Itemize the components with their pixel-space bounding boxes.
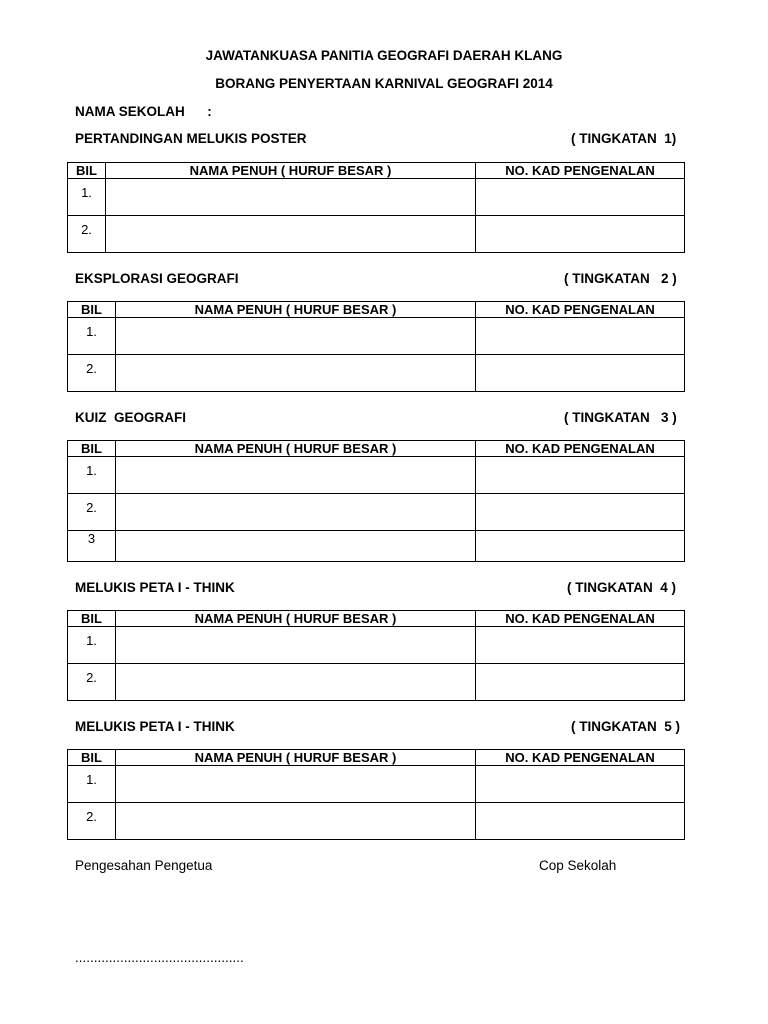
section-level-4: ( TINGKATAN 4 ) (567, 580, 676, 595)
row-number: 3 (68, 531, 116, 562)
principal-endorsement-label: Pengesahan Pengetua (75, 858, 213, 873)
table-row (68, 627, 685, 664)
full-name-cell[interactable] (106, 216, 476, 253)
ic-number-cell[interactable] (476, 494, 685, 531)
table-row (68, 457, 685, 494)
table-row (68, 179, 685, 216)
entry-table-3 (67, 440, 685, 562)
ic-number-cell[interactable] (476, 664, 685, 701)
full-name-cell[interactable] (116, 355, 476, 392)
ic-number-cell[interactable] (476, 531, 685, 562)
col-full-name: NAMA PENUH ( HURUF BESAR ) (116, 611, 476, 627)
form-heading-committee: JAWATANKUASA PANITIA GEOGRAFI DAERAH KLANG (205, 48, 563, 63)
table-row (68, 494, 685, 531)
ic-number-cell[interactable] (476, 318, 685, 355)
ic-number-cell[interactable] (476, 457, 685, 494)
section-title-3: KUIZ GEOGRAFI (75, 410, 186, 425)
col-ic-number: NO. KAD PENGENALAN (476, 302, 685, 318)
full-name-cell[interactable] (116, 664, 476, 701)
form-heading-title: BORANG PENYERTAAN KARNIVAL GEOGRAFI 2014 (215, 76, 553, 91)
table-header-row (68, 750, 685, 766)
full-name-cell[interactable] (116, 494, 476, 531)
col-ic-number: NO. KAD PENGENALAN (476, 163, 685, 179)
col-ic-number: NO. KAD PENGENALAN (476, 611, 685, 627)
col-bil: BIL (68, 163, 106, 179)
full-name-cell[interactable] (116, 627, 476, 664)
table-row (68, 766, 685, 803)
section-title-4: MELUKIS PETA I - THINK (75, 580, 235, 595)
ic-number-cell[interactable] (476, 766, 685, 803)
table-row (68, 318, 685, 355)
col-full-name: NAMA PENUH ( HURUF BESAR ) (116, 302, 476, 318)
section-title-5: MELUKIS PETA I - THINK (75, 719, 235, 734)
entry-table-1 (67, 162, 685, 253)
school-name-label: NAMA SEKOLAH : (75, 104, 212, 119)
row-number: 2. (68, 664, 116, 701)
full-name-cell[interactable] (106, 179, 476, 216)
table-header-row (68, 441, 685, 457)
section-level-2: ( TINGKATAN 2 ) (564, 271, 677, 286)
row-number: 1. (68, 766, 116, 803)
row-number: 2. (68, 494, 116, 531)
col-bil: BIL (68, 441, 116, 457)
table-row (68, 664, 685, 701)
col-bil: BIL (68, 750, 116, 766)
full-name-cell[interactable] (116, 457, 476, 494)
ic-number-cell[interactable] (476, 627, 685, 664)
ic-number-cell[interactable] (476, 355, 685, 392)
table-header-row (68, 163, 685, 179)
col-ic-number: NO. KAD PENGENALAN (476, 750, 685, 766)
full-name-cell[interactable] (116, 531, 476, 562)
section-level-3: ( TINGKATAN 3 ) (564, 410, 677, 425)
row-number: 1. (68, 627, 116, 664)
table-row (68, 355, 685, 392)
col-full-name: NAMA PENUH ( HURUF BESAR ) (116, 441, 476, 457)
signature-line: ............................................. (75, 950, 244, 965)
row-number: 2. (68, 355, 116, 392)
ic-number-cell[interactable] (476, 179, 685, 216)
entry-table-2 (67, 301, 685, 392)
row-number: 2. (68, 216, 106, 253)
entry-table-5 (67, 749, 685, 840)
ic-number-cell[interactable] (476, 803, 685, 840)
school-stamp-label: Cop Sekolah (539, 858, 617, 873)
row-number: 1. (68, 457, 116, 494)
col-ic-number: NO. KAD PENGENALAN (476, 441, 685, 457)
ic-number-cell[interactable] (476, 216, 685, 253)
table-row (68, 531, 685, 562)
section-title-1: PERTANDINGAN MELUKIS POSTER (75, 131, 307, 146)
col-full-name: NAMA PENUH ( HURUF BESAR ) (106, 163, 476, 179)
section-level-5: ( TINGKATAN 5 ) (571, 719, 680, 734)
table-row (68, 216, 685, 253)
full-name-cell[interactable] (116, 318, 476, 355)
table-header-row (68, 302, 685, 318)
col-bil: BIL (68, 302, 116, 318)
col-full-name: NAMA PENUH ( HURUF BESAR ) (116, 750, 476, 766)
section-level-1: ( TINGKATAN 1) (571, 131, 677, 146)
row-number: 2. (68, 803, 116, 840)
table-header-row (68, 611, 685, 627)
table-row (68, 803, 685, 840)
full-name-cell[interactable] (116, 803, 476, 840)
entry-table-4 (67, 610, 685, 701)
row-number: 1. (68, 179, 106, 216)
col-bil: BIL (68, 611, 116, 627)
row-number: 1. (68, 318, 116, 355)
full-name-cell[interactable] (116, 766, 476, 803)
section-title-2: EKSPLORASI GEOGRAFI (75, 271, 239, 286)
